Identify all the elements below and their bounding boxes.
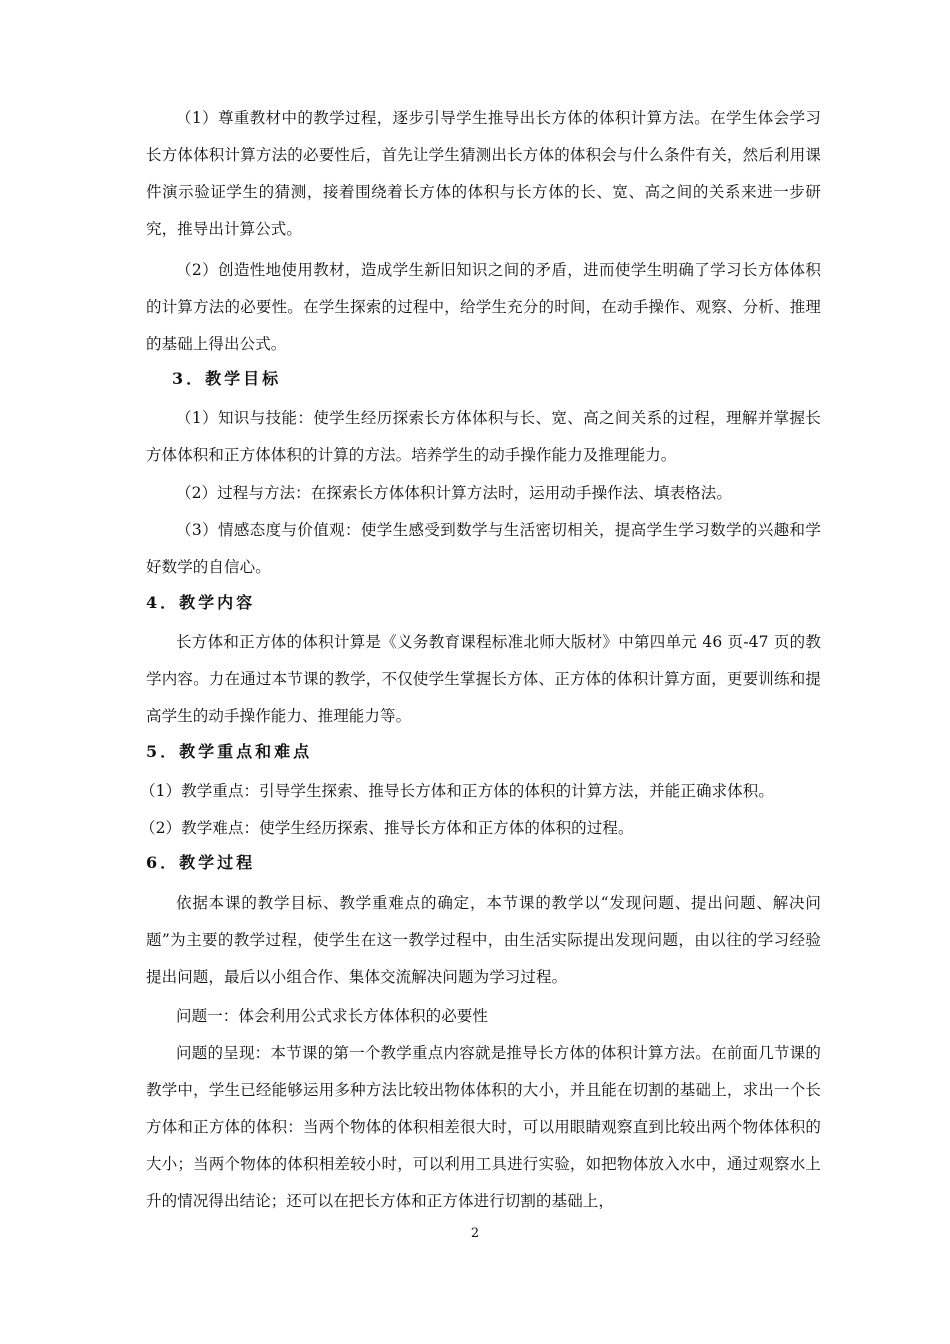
- paragraph-2: （2）创造性地使用教材，造成学生新旧知识之间的矛盾，进而使学生明确了学习长方体体积的计算方法的必要性。在学生探索的过程中，给学生充分的时间，在动手操作、观察、分析、推理的基础上得出公式。: [146, 261, 821, 353]
- page-number: 2: [470, 1226, 480, 1241]
- heading-key-points: 5．教学重点和难点: [146, 742, 313, 761]
- paragraph-7: （1）教学重点：引导学生探索、推导长方体和正方体的体积的计算方法，并能正确求体积。: [140, 782, 774, 800]
- paragraph-5: （3）情感态度与价值观：使学生感受到数学与生活密切相关，提高学生学习数学的兴趣和学好数学的自信心。: [146, 521, 821, 576]
- paragraph-8: （2）教学难点：使学生经历探索、推导长方体和正方体的体积的过程。: [140, 819, 634, 837]
- heading-teaching-content: 4．教学内容: [146, 593, 256, 612]
- paragraph-3: （1）知识与技能：使学生经历探索长方体体积与长、宽、高之间关系的过程，理解并掌握长方体体积和正方体体积的计算的方法。培养学生的动手操作能力及推理能力。: [146, 409, 821, 464]
- paragraph-9: 依据本课的教学目标、教学重难点的确定，本节课的教学以“发现问题、提出问题、解决问题”为主要的教学过程，使学生在这一教学过程中，由生活实际提出发现问题，由以往的学习经验提出问题，最后以小组合作、集体交流解决问题为学习过程。: [146, 894, 821, 986]
- heading-teaching-goals: 3．教学目标: [172, 369, 282, 388]
- paragraph-10: 问题一：体会利用公式求长方体体积的必要性: [176, 1007, 489, 1025]
- paragraph-1: （1）尊重教材中的教学过程，逐步引导学生推导出长方体的体积计算方法。在学生体会学习长方体体积计算方法的必要性后，首先让学生猜测出长方体的体积会与什么条件有关，然后利用课件演示验证学生的猜测，接着围绕着长方体的体积与长方体的长、宽、高之间的关系来进一步研究，推导出计算公式。: [146, 109, 821, 238]
- paragraph-4: （2）过程与方法：在探索长方体体积计算方法时，运用动手操作法、填表格法。: [176, 484, 732, 502]
- heading-teaching-process: 6．教学过程: [146, 853, 256, 872]
- paragraph-11: 问题的呈现：本节课的第一个教学重点内容就是推导长方体的体积计算方法。在前面几节课的教学中，学生已经能够运用多种方法比较出物体体积的大小，并且能在切割的基础上，求出一个长方体和正方体的体积：当两个物体的体积相差很大时，可以用眼睛观察直到比较出两个物体体积的大小；当两个物体的体积相差较小时，可以利用工具进行实验，如把物体放入水中，通过观察水上升的情况得出结论；还可以在把长方体和正方体进行切割的基础上，: [146, 1044, 821, 1210]
- paragraph-6: 长方体和正方体的体积计算是《义务教育课程标准北师大版材》中第四单元 46 页-47 页的教学内容。力在通过本节课的教学，不仅使学生掌握长方体、正方体的体积计算方面，更要训练和提高学生的动手操作能力、推理能力等。: [146, 633, 821, 725]
